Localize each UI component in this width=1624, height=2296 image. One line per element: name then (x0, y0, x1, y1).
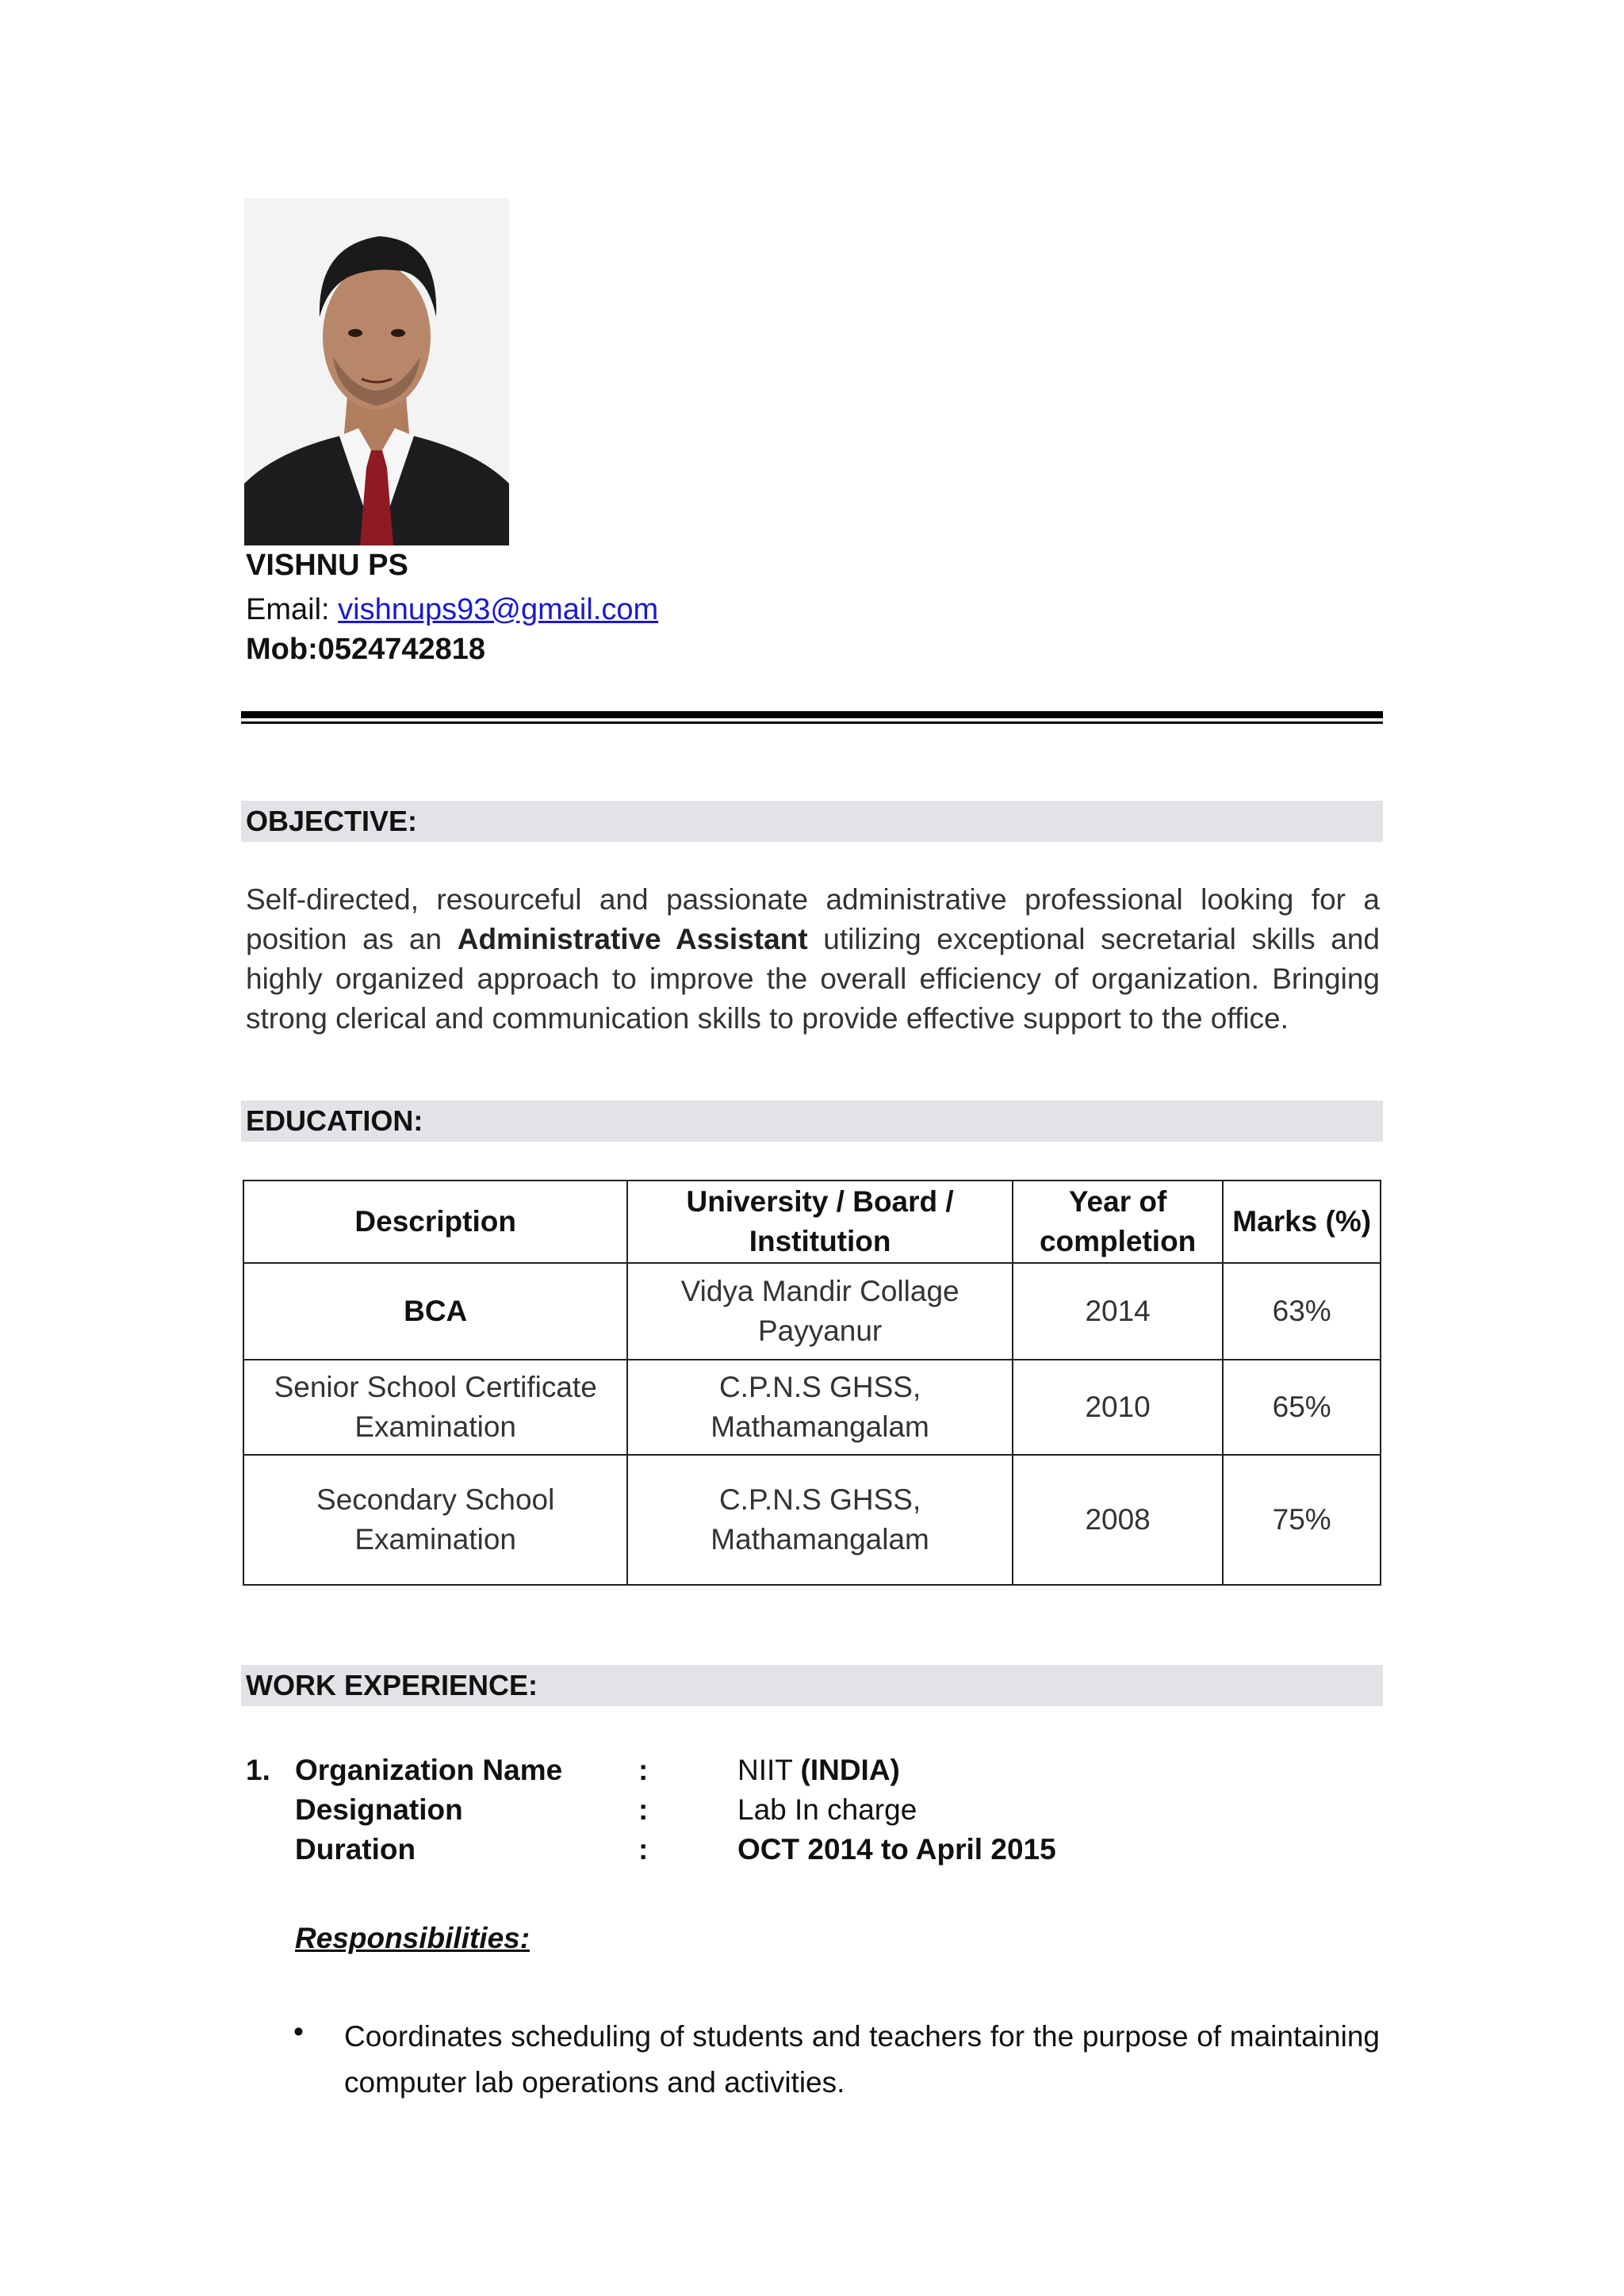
row-institution: C.P.N.S GHSS, Mathamangalam (627, 1360, 1012, 1455)
designation-colon: : (638, 1793, 649, 1826)
email-link[interactable]: vishnups93@gmail.com (338, 593, 659, 626)
education-table (243, 1180, 1381, 1586)
row-institution: C.P.N.S GHSS, Mathamangalam (627, 1455, 1012, 1585)
table-row (243, 1263, 1381, 1360)
profile-photo (244, 198, 509, 545)
organization-label: Organization Name (295, 1754, 563, 1786)
duration-colon: : (638, 1833, 649, 1866)
email-label: Email: (246, 593, 339, 626)
organization-name: NIIT (737, 1754, 801, 1786)
row-year: 2014 (1013, 1263, 1224, 1360)
row-description: Secondary School Examination (243, 1455, 627, 1585)
objective-heading: OBJECTIVE: (241, 801, 1383, 842)
candidate-name: VISHNU PS (246, 549, 408, 582)
column-header-institution: University / Board / Institution (627, 1181, 1012, 1263)
row-description: BCA (243, 1263, 627, 1360)
table-header-row (243, 1181, 1381, 1263)
objective-text-part1: Self-directed, resourceful and passionate administrative professional looking for a position as an (246, 883, 1380, 955)
header-divider-thin (241, 721, 1383, 724)
organization-colon: : (638, 1754, 649, 1786)
designation-label: Designation (295, 1793, 463, 1826)
organization-value (737, 1754, 900, 1787)
organization-country: (INDIA) (800, 1754, 900, 1786)
header-divider-thick (241, 711, 1383, 718)
work-experience-heading: WORK EXPERIENCE: (241, 1665, 1383, 1706)
work-item-number: 1. (246, 1754, 270, 1786)
table-row (243, 1455, 1381, 1585)
row-marks: 75% (1223, 1455, 1381, 1585)
column-header-year: Year of completion (1013, 1181, 1224, 1263)
designation-value: Lab In charge (737, 1793, 917, 1826)
row-marks: 63% (1223, 1263, 1381, 1360)
objective-text-part2: utilizing exceptional secretarial skills and highly organized approach to improve the overall efficiency of organization. Bringing strong clerical and communication skills to provide effective support to the office. (246, 923, 1381, 1035)
row-marks: 65% (1223, 1360, 1381, 1455)
row-institution: Vidya Mandir Collage Payyanur (627, 1263, 1012, 1360)
duration-value: OCT 2014 to April 2015 (737, 1833, 1056, 1866)
responsibilities-heading: Responsibilities: (295, 1922, 530, 1954)
objective-text (246, 880, 1380, 1039)
education-heading: EDUCATION: (241, 1100, 1383, 1142)
column-header-marks: Marks (%) (1223, 1181, 1381, 1263)
row-year: 2008 (1013, 1455, 1224, 1585)
row-year: 2010 (1013, 1360, 1224, 1455)
email-line (246, 593, 658, 627)
duration-label: Duration (295, 1833, 416, 1866)
responsibility-item: Coordinates scheduling of students and teachers for the purpose of maintaining computer lab operations and activities. (344, 2020, 1380, 2099)
objective-role: Administrative Assistant (457, 923, 808, 955)
row-description: Senior School Certificate Examination (243, 1360, 627, 1455)
table-row (243, 1360, 1381, 1455)
bullet-icon: • (293, 2015, 304, 2048)
mobile-number: Mob:0524742818 (246, 633, 486, 666)
column-header-description: Description (243, 1181, 627, 1263)
